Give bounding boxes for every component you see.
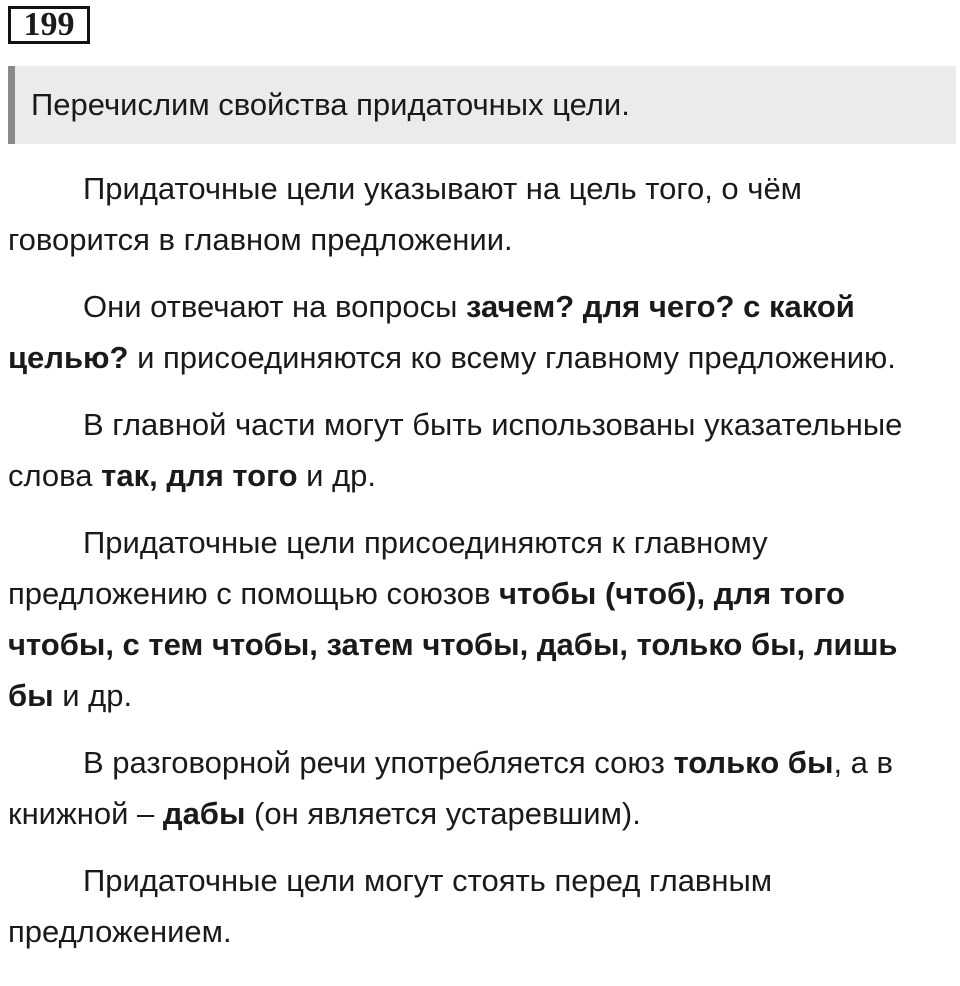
paragraph-text: (он является устаревшим). [245,796,641,831]
paragraph-text: В главной части могут быть использованы указательные слова [8,407,903,493]
bold-conjunctions: чтобы (чтоб), для того чтобы, с тем чтобы, затем чтобы, дабы, только бы, лишь бы [8,576,898,713]
paragraph-text: и присоединяются ко всему главному предложению. [128,340,896,375]
bold-demonstratives: так, для того [101,458,298,493]
paragraph-text: Придаточные цели могут стоять перед главным предложением. [8,863,773,949]
paragraph-text: Придаточные цели указывают на цель того, о чём говорится в главном предложении. [8,171,802,257]
bold-colloquial-conjunction: только бы [673,745,834,780]
paragraph-text: В разговорной речи употребляется союз [83,745,674,780]
paragraph-conjunctions [8,517,938,721]
paragraph-text: Придаточные цели присоединяются к главному предложению с помощью союзов [8,525,768,611]
explanation-text [8,163,938,973]
paragraph-demonstratives [8,399,938,501]
task-number: 199 [8,6,90,44]
paragraph-text: и др. [53,678,133,713]
paragraph-text: и др. [297,458,377,493]
paragraph-position [8,855,938,957]
paragraph-text: Они отвечают на вопросы [83,289,467,324]
paragraph-questions [8,281,938,383]
bold-questions: зачем? для чего? с какой целью? [8,289,855,375]
paragraph-purpose [8,163,938,265]
paragraph-text: , а в книжной – [8,745,893,831]
banner-text: Перечислим свойства придаточных цели. [31,87,630,122]
bold-bookish-conjunction: дабы [162,796,246,831]
paragraph-register [8,737,938,839]
intro-banner [8,66,956,144]
